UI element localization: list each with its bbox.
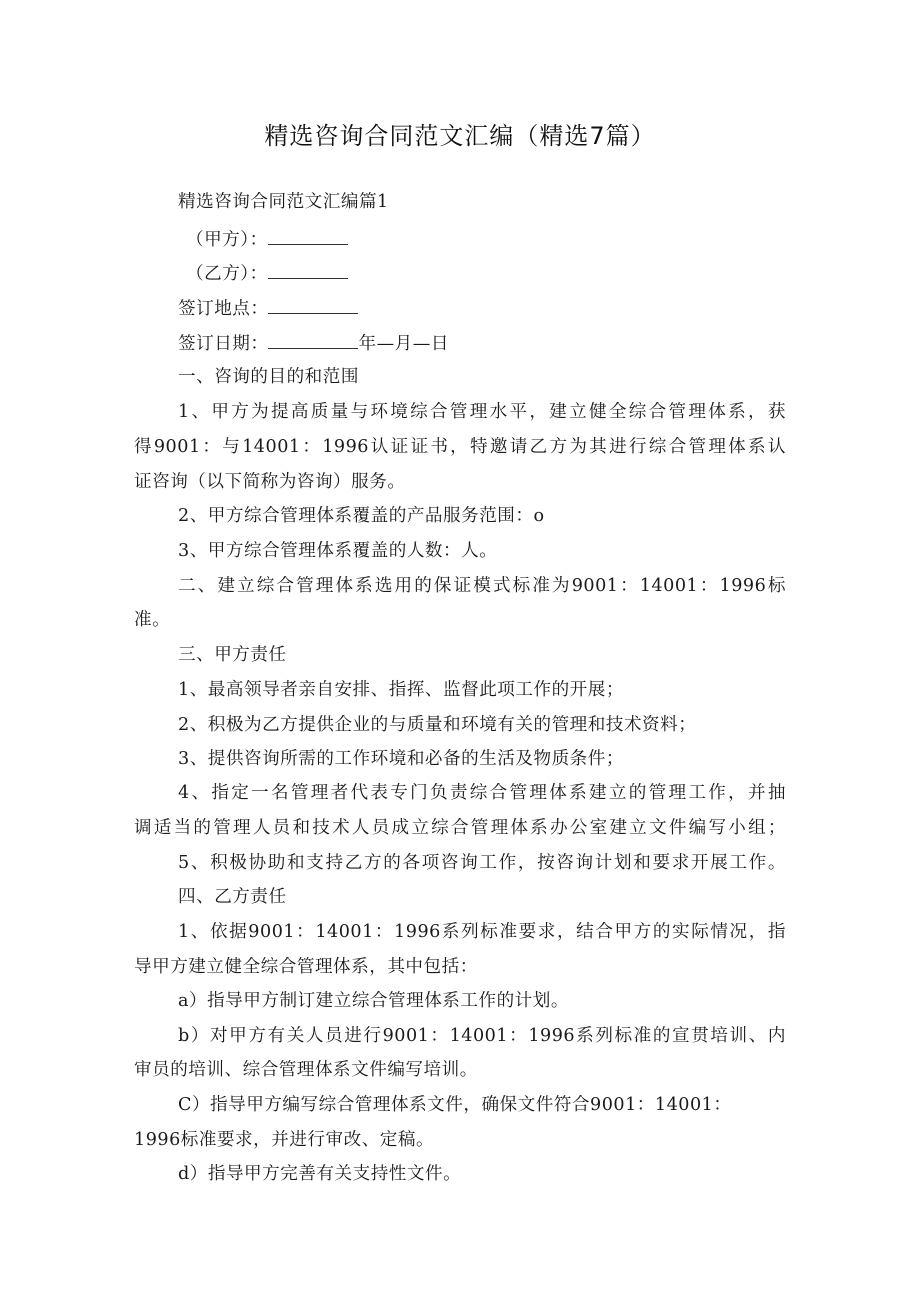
section-2-line-1: 二、建立综合管理体系选用的保证模式标准为9001：14001：1996标 [178,576,786,596]
section-1-heading: 一、咨询的目的和范围 [178,367,359,387]
document-title: 精选咨询合同范文汇编（精选7篇） [264,122,656,150]
party-b-blank [268,260,348,279]
section-1-item-1-line-3: 证咨询（以下简称为咨询）服务。 [134,472,406,492]
party-b-line [186,260,348,286]
sign-place-blank [268,295,358,314]
section-4-item-c-line-2: 1996标准要求，并进行审改、定稿。 [134,1130,435,1150]
section-4-item-1-line-1: 1、依据9001：14001：1996系列标准要求，结合甲方的实际情况，指 [178,922,786,942]
sign-date-label: 签订日期： [178,334,269,354]
sign-date-suffix: 年—月—日 [358,334,449,354]
section-heading: 精选咨询合同范文汇编篇1 [178,192,389,212]
sign-date-blank [268,330,358,349]
section-4-item-b-line-1: b）对甲方有关人员进行9001：14001：1996系列标准的宣贯培训、内 [178,1026,786,1046]
section-4-item-b-line-2: 审员的培训、综合管理体系文件编写培训。 [134,1060,478,1080]
section-1-item-1-line-2: 得9001：与14001：1996认证证书，特邀请乙方为其进行综合管理体系认 [134,437,786,457]
section-4-item-1-line-2: 导甲方建立健全综合管理体系，其中包括： [134,957,478,977]
section-4-item-c-line-1: C）指导甲方编写综合管理体系文件，确保文件符合9001：14001： [178,1095,732,1115]
section-3-item-4-line-1: 4、指定一名管理者代表专门负责综合管理体系建立的管理工作，并抽 [178,783,786,803]
party-a-line [186,226,348,252]
sign-place-line [178,295,358,321]
section-1-item-2: 2、甲方综合管理体系覆盖的产品服务范围：o [178,506,545,526]
party-b-label: （乙方）： [186,264,268,284]
section-4-item-a: a）指导甲方制订建立综合管理体系工作的计划。 [178,991,569,1011]
section-3-item-5: 5、积极协助和支持乙方的各项咨询工作，按咨询计划和要求开展工作。 [178,853,786,873]
section-1-item-3: 3、甲方综合管理体系覆盖的人数：人。 [178,541,498,561]
section-3-item-1: 1、最高领导者亲自安排、指挥、监督此项工作的开展； [178,680,624,700]
section-3-item-4-line-2: 调适当的管理人员和技术人员成立综合管理体系办公室建立文件编写小组； [134,818,786,838]
section-2-line-2: 准。 [134,610,171,630]
section-3-item-3: 3、提供咨询所需的工作环境和必备的生活及物质条件； [178,749,624,769]
section-4-item-d: d）指导甲方完善有关支持性文件。 [178,1164,462,1184]
sign-place-label: 签订地点： [178,299,269,319]
party-a-label: （甲方）： [186,230,268,250]
sign-date-line [178,330,449,356]
section-3-item-2: 2、积极为乙方提供企业的与质量和环境有关的管理和技术资料； [178,715,697,735]
section-4-heading: 四、乙方责任 [178,887,287,907]
section-3-heading: 三、甲方责任 [178,645,287,665]
party-a-blank [268,226,348,245]
section-1-item-1-line-1: 1、甲方为提高质量与环境综合管理水平，建立健全综合管理体系，获 [178,402,786,422]
